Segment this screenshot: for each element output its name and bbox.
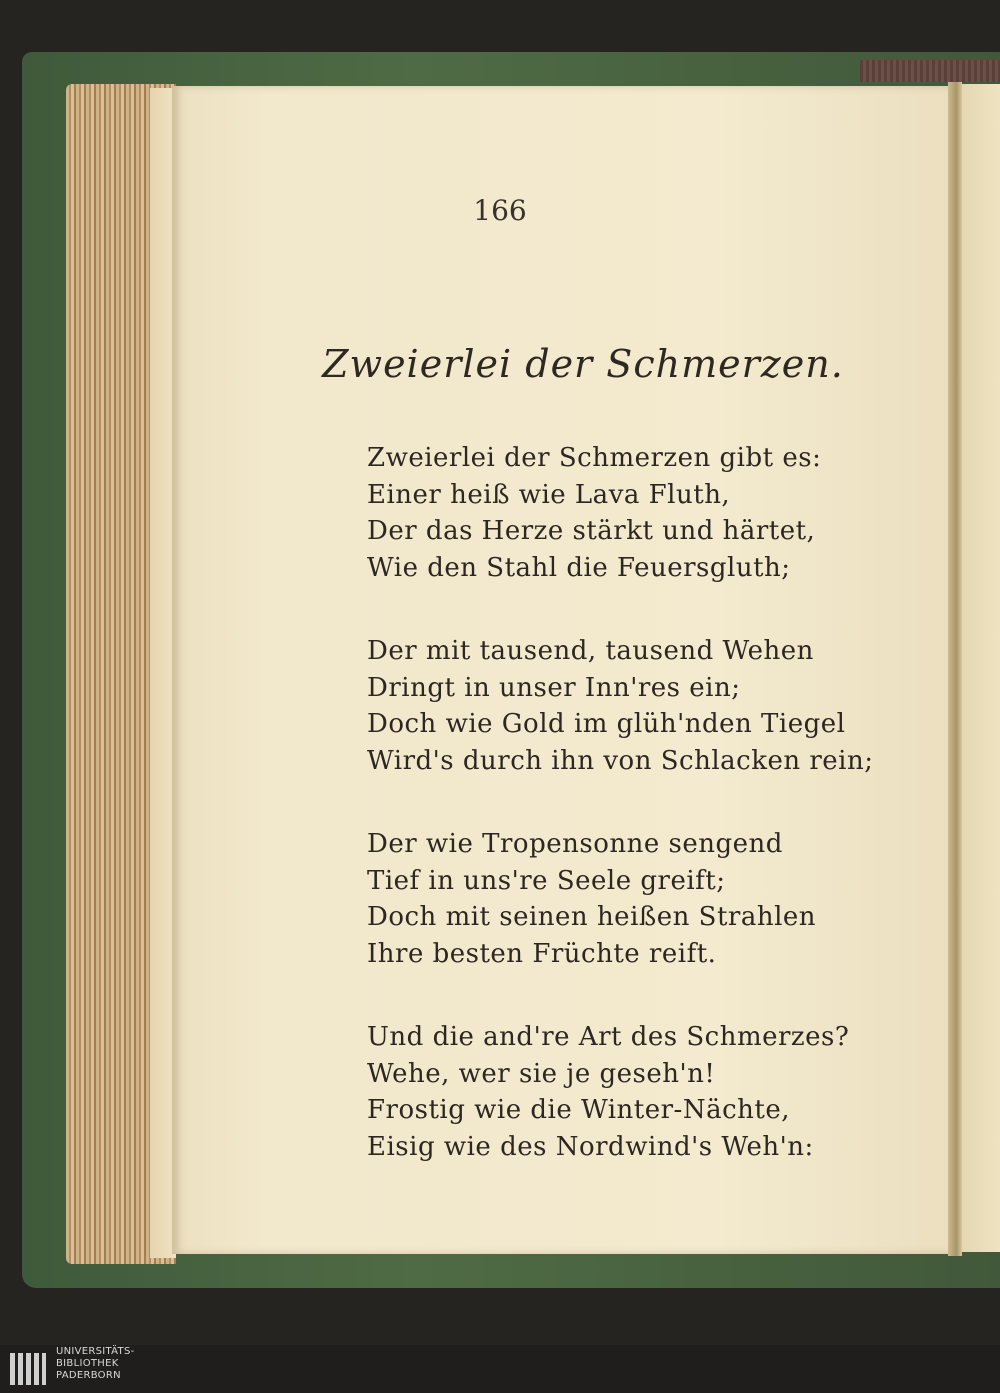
poem-line: Der das Herze stärkt und härtet,	[367, 516, 816, 546]
page-number: 166	[473, 194, 527, 227]
poem-line: Wird's durch ihn von Schlacken rein;	[367, 745, 874, 776]
poem-line: Eisig wie des Nordwind's Weh'n:	[367, 1131, 814, 1162]
poem-line: Dringt in unser Inn'res ein;	[367, 672, 741, 703]
book-gutter	[948, 82, 962, 1256]
poem-line: Doch mit seinen heißen Strahlen	[367, 902, 817, 932]
stanza	[367, 633, 874, 779]
logo-line: UNIVERSITÄTS-	[56, 1346, 135, 1357]
poem-line: Tief in uns're Seele greift;	[367, 865, 726, 896]
cover-fabric-strip	[860, 60, 1000, 82]
poem-title: Zweierlei der Schmerzen.	[322, 342, 844, 386]
footer-bar	[0, 1345, 1000, 1393]
stanza	[367, 826, 847, 972]
poem-line: Frostig wie die Winter-Nächte,	[367, 1095, 791, 1125]
poem-line: Zweierlei der Schmerzen gibt es:	[367, 443, 822, 473]
poem-line: Doch wie Gold im glüh'nden Tiegel	[367, 709, 846, 739]
facing-page-edge	[962, 84, 1000, 1252]
logo-line: PADERBORN	[56, 1370, 121, 1381]
poem-line: Und die and're Art des Schmerzes?	[367, 1022, 850, 1052]
poem-line: Der wie Tropensonne sengend	[367, 829, 783, 859]
poem-line: Der mit tausend, tausend Wehen	[367, 636, 814, 666]
library-columns-icon	[8, 1349, 48, 1389]
poem-line: Einer heiß wie Lava Fluth,	[367, 479, 731, 510]
stanza	[367, 1019, 850, 1165]
stanza	[367, 440, 847, 586]
poem-line: Wehe, wer sie je geseh'n!	[367, 1058, 716, 1089]
logo-line: BIBLIOTHEK	[56, 1358, 119, 1369]
library-logo-text	[56, 1346, 135, 1382]
poem-line: Wie den Stahl die Feuersgluth;	[367, 552, 791, 583]
poem-line: Ihre besten Früchte reift.	[367, 938, 717, 969]
poem-body	[367, 440, 874, 1212]
